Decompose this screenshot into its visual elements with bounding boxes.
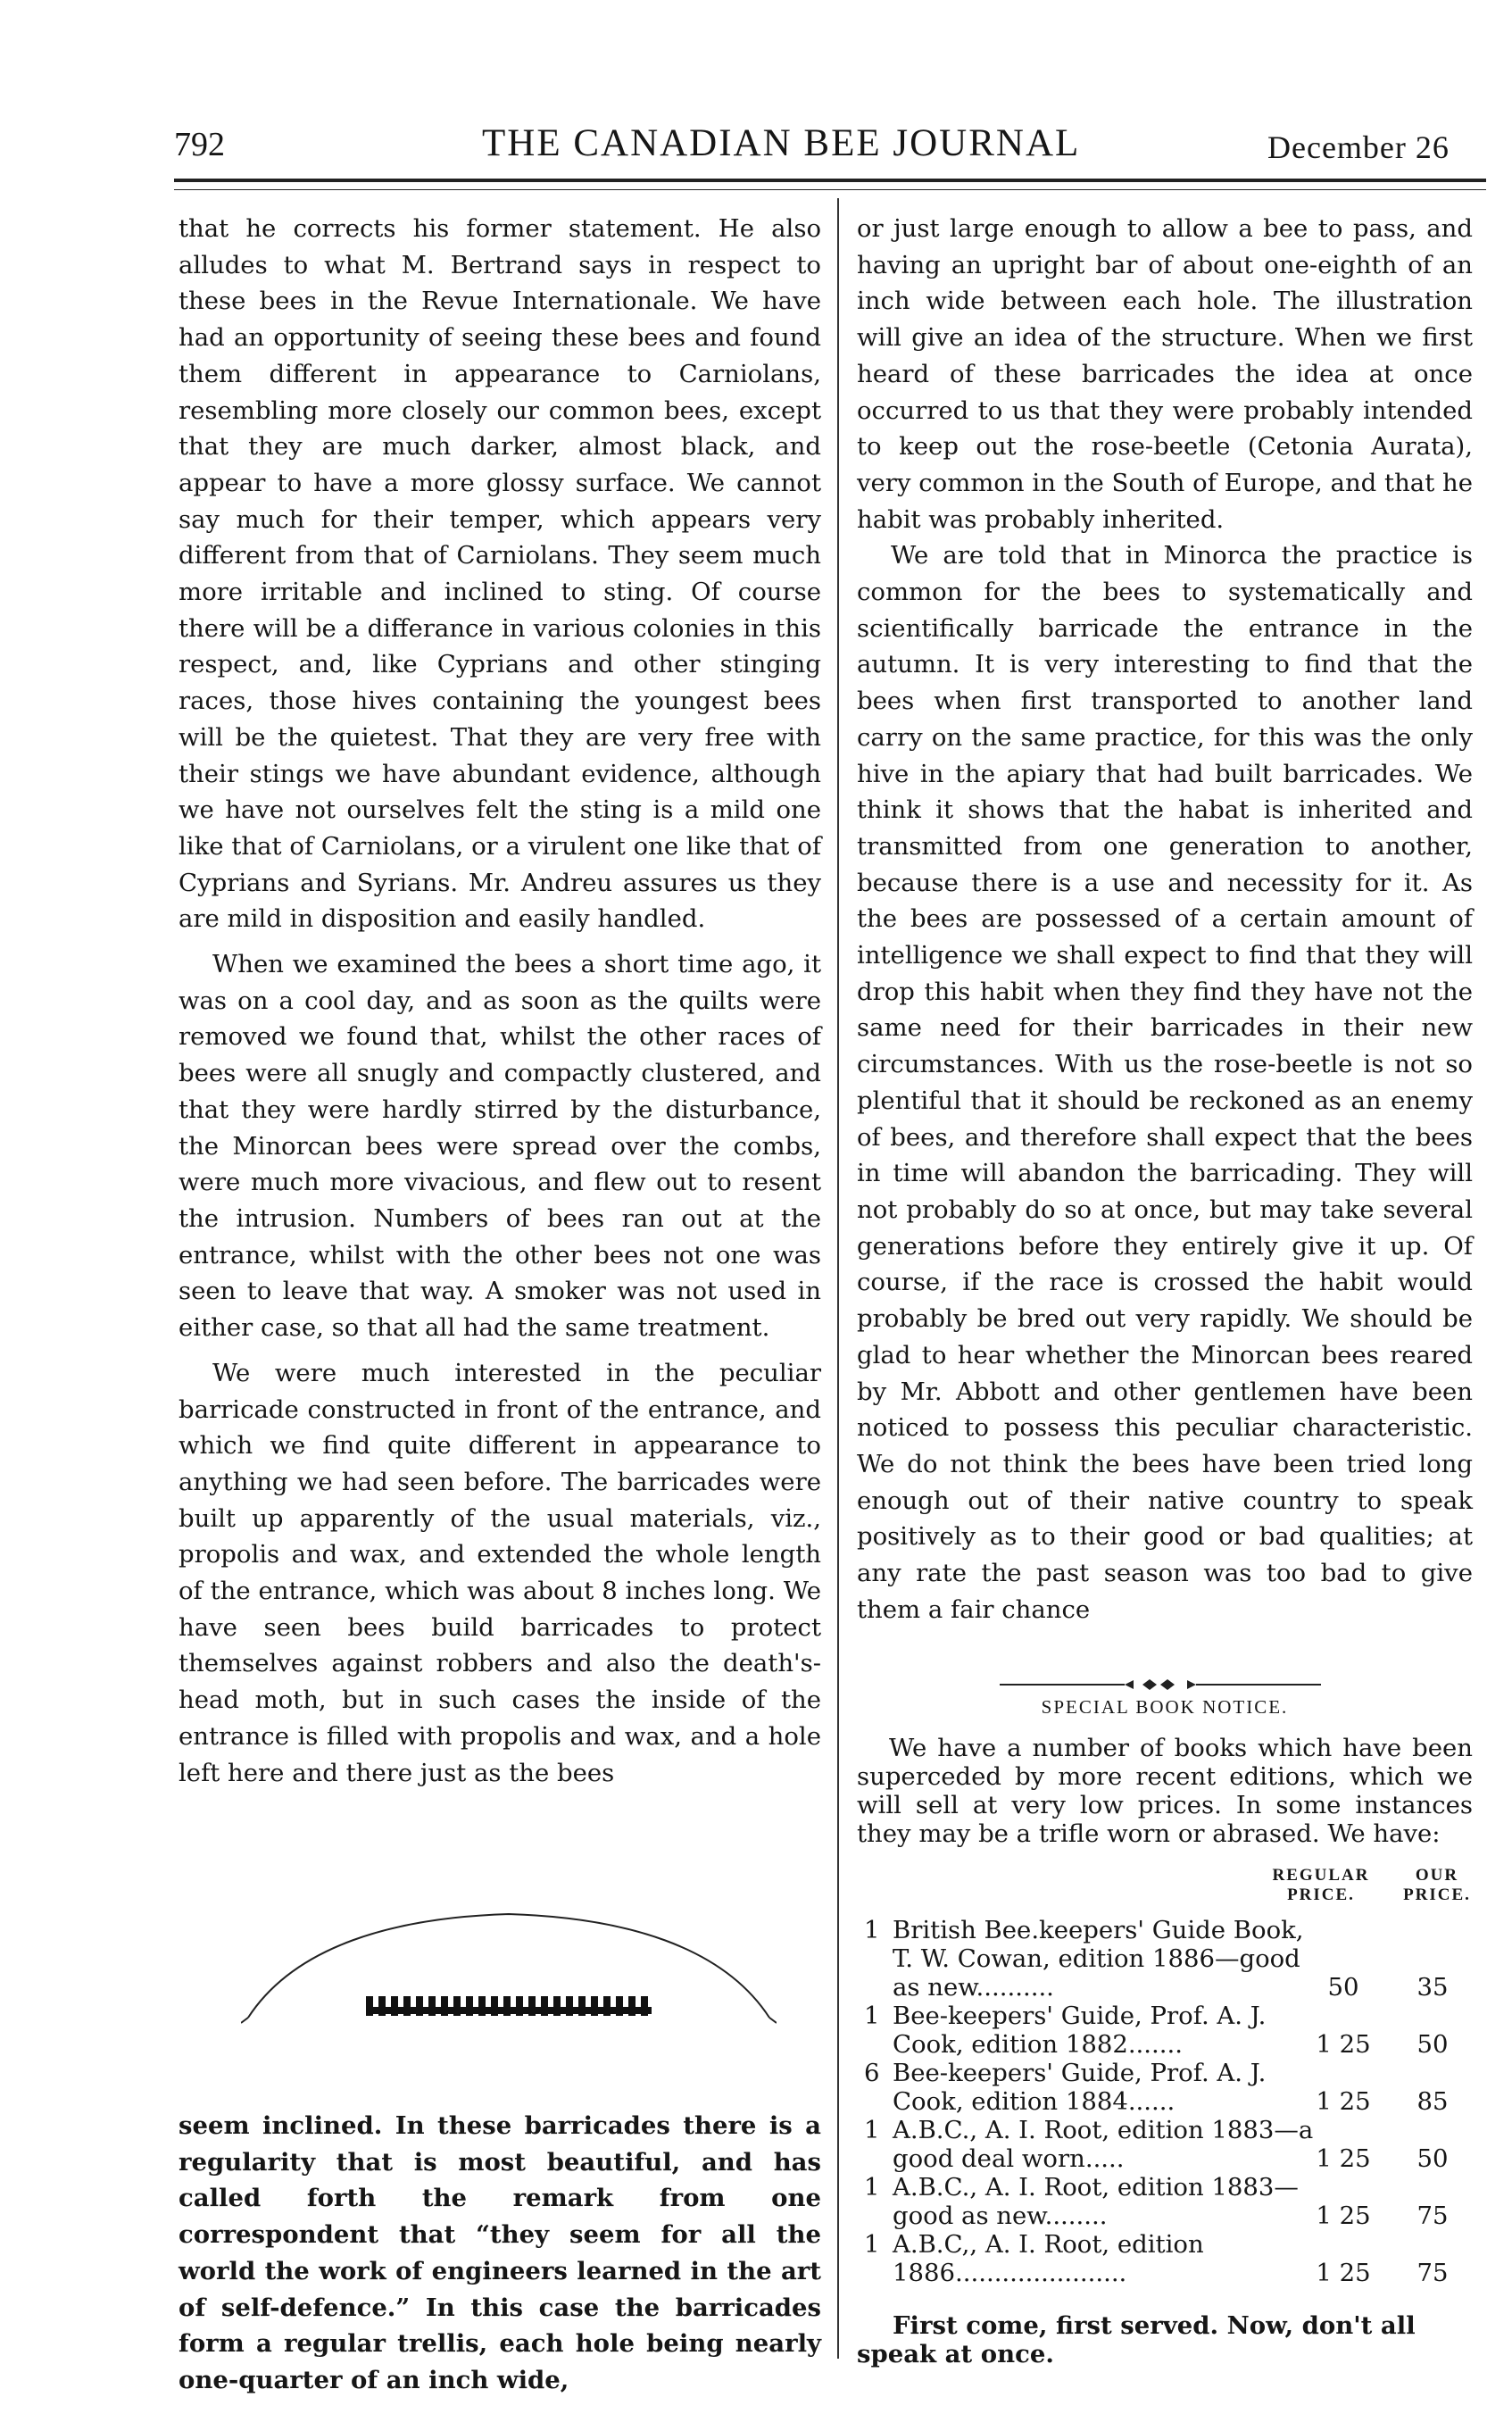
left-column: [179, 211, 821, 1791]
list-item: [857, 2002, 1482, 2059]
our-price: 50: [1416, 2030, 1449, 2059]
book-quantity: 1: [864, 2002, 880, 2030]
regular-price: 1 25: [1316, 2202, 1371, 2230]
book-quantity: 1: [864, 2230, 880, 2259]
notice-intro: [857, 1734, 1473, 1848]
regular-price-header: REGULAR PRICE.: [1272, 1866, 1370, 1904]
notice-title: SPECIAL BOOK NOTICE.: [1041, 1696, 1289, 1718]
list-item: [857, 1916, 1482, 2002]
list-item: [857, 2059, 1482, 2116]
paragraph: When we examined the bees a short time ago, it was on a cool day, and as soon as the quilts were removed we found that, whilst the other races of bees were all snugly and compactly clustered, and that they were hardly stirred by the disturbance, the Minorcan bees were spread over the combs, were much more vivacious, and flew out to resent the intrusion. Numbers of bees ran out at the entrance, whilst with the other bees not one was seen to leave that way. A smoker was not used in either case, so that all had the same treatment.: [179, 950, 821, 1343]
notice-closing: [857, 2311, 1473, 2368]
left-column-continuation: [179, 2108, 821, 2399]
book-quantity: 1: [864, 2173, 880, 2202]
section-ornament: [1000, 1678, 1321, 1691]
paragraph: that he corrects his former statement. He also alludes to what M. Bertrand says in respect to these bees in the Revue Internationale. We have had an opportunity of seeing these bees and found them different in appearance to Carniolans, resembling more closely our common bees, except that they are much darker, almost black, and appear to have a more glossy surface. We cannot say much for their temper, which appears very different from that of Carniolans. They seem much more irritable and inclined to sting. Of course there will be a differance in various colonies in this respect, and, like Cyprians and other stinging races, those hives containing the youngest bees will be the quietest. That they are very free with their stings we have abundant evidence, although we have not ourselves felt the sting is a mild one like that of Carniolans, or a virulent one like that of Cyprians and Syrians. Mr. Andreu assures us they are mild in disposition and easily handled.: [179, 214, 821, 934]
paragraph: We are told that in Minorca the practice is common for the bees to systematically and scientifically barricade the entrance in the autumn. It is very interesting to find that the bees when first transported to another land carry on the same practice, for this was the only hive in the apiary that had built barricades. We think it shows that the habat is inherited and transmitted from one generation to another, because there is a use and necessity for it. As the bees are possessed of a certain amount of intelligence we shall expect to find that they will drop this habit when they find they have not the same need for their barricades in their new circumstances. With us the rose-beetle is not so plentiful that it should be reckoned as an enemy of bees, and therefore shall expect that the bees in time will abandon the barricading. They will not probably do so at once, but may take several generations before they entirely give it up. Of course, if the race is crossed the habit would probably be bred out very rapidly. We should be glad to hear whether the Minorcan bees reared by Mr. Abbott and other gentlemen have been noticed to possess this peculiar characteristic. We do not think the bees have been tried long enough out of their native country to speak positively as to their good or bad qualities; at any rate the past season was too bad to give them a fair chance: [857, 541, 1473, 1624]
header-rule-thin: [174, 189, 1486, 190]
paragraph: First come, first served. Now, don't all speak at once.: [857, 2311, 1416, 2368]
page-header: [174, 114, 1486, 177]
column-divider: [837, 198, 839, 2359]
paragraph: seem inclined. In these barricades there is a regularity that is most beautiful, and has called forth the remark from one correspondent that “they seem for all the world the work of engineers learned in the art of self-defence.” In this case the barricades form a regular trellis, each hole being nearly one-quarter of an inch wide,: [179, 2111, 821, 2394]
our-price: 35: [1416, 1973, 1449, 2002]
our-price: 75: [1416, 2202, 1449, 2230]
book-quantity: 1: [864, 2116, 880, 2144]
book-title: A.B.C., A. I. Root, edition 1883—good as new........: [893, 2173, 1299, 2230]
barricade-illustration: [241, 1893, 777, 2053]
list-item: [857, 2173, 1482, 2230]
book-quantity: 6: [864, 2059, 880, 2087]
book-title: A.B.C., A. I. Root, edition 1883—a good deal worn.....: [893, 2116, 1314, 2173]
book-title: A.B.C,, A. I. Root, edition 1886......................: [893, 2230, 1204, 2287]
paragraph: or just large enough to allow a bee to pass, and having an upright bar of about one-eighth of an inch wide between each hole. The illustration will give an idea of the structure. When we first heard of these barricades the idea at once occurred to us that they were probably intended to keep out the rose-beetle (Cetonia Aurata), very common in the South of Europe, and that he habit was probably inherited.: [857, 214, 1473, 534]
list-item: [857, 2116, 1482, 2173]
list-item: [857, 2230, 1482, 2287]
header-rule-thick: [174, 179, 1486, 182]
our-price: 50: [1416, 2144, 1449, 2173]
regular-price: 1 25: [1316, 2087, 1371, 2116]
regular-price: 50: [1327, 1973, 1359, 2002]
book-title: British Bee.keepers' Guide Book, T. W. Cowan, edition 1886—good as new..........: [893, 1916, 1304, 2002]
our-price-header: OUR PRICE.: [1403, 1866, 1471, 1904]
issue-date: December 26: [1267, 129, 1450, 165]
book-title: Bee-keepers' Guide, Prof. A. J. Cook, edition 1882.......: [893, 2002, 1267, 2059]
paragraph: We have a number of books which have been superceded by more recent editions, which we will sell at very low prices. In some instances they may be a trifle worn or abrased. We have:: [857, 1734, 1473, 1848]
journal-title: THE CANADIAN BEE JOURNAL: [482, 122, 1081, 164]
book-list: [857, 1916, 1482, 2287]
regular-price: 1 25: [1316, 2030, 1371, 2059]
book-title: Bee-keepers' Guide, Prof. A. J. Cook, edition 1884......: [893, 2059, 1267, 2116]
page-number: 792: [174, 126, 225, 163]
regular-price: 1 25: [1316, 2259, 1371, 2287]
our-price: 85: [1416, 2087, 1449, 2116]
book-quantity: 1: [864, 1916, 880, 1944]
paragraph: We were much interested in the peculiar barricade constructed in front of the entrance, and which we find quite different in appearance to anything we had seen before. The barricades were built up apparently of the usual materials, viz., propolis and wax, and extended the whole length of the entrance, which was about 8 inches long. We have seen bees build barricades to protect themselves against robbers and also the death's-head moth, but in such cases the inside of the entrance is filled with propolis and wax, and a hole left here and there just as the bees: [179, 1358, 821, 1787]
our-price: 75: [1416, 2259, 1449, 2287]
right-column: [857, 211, 1473, 1627]
regular-price: 1 25: [1316, 2144, 1371, 2173]
